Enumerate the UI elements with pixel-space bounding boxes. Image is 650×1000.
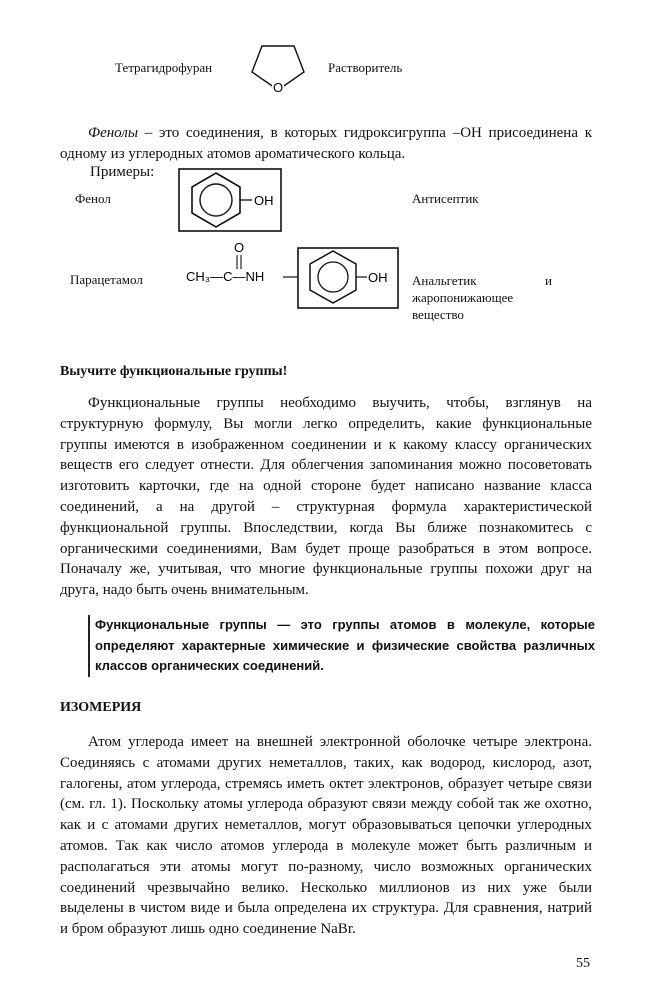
thf-name: Тетрагидрофуран	[115, 60, 213, 75]
examples-label: Примеры:	[90, 164, 155, 180]
paracetamol-carbonyl-o: O	[233, 240, 245, 255]
section1-paragraph: Функциональные группы необходимо выучить, чтобы, взглянув на структурную формулу, Вы могли легко определить, какие функциональные группы имеются в изображенном соединении и к какому классу органических веществ его следует отнести. Для облегчения запоминания можно посоветовать изготовить карточки, где на одной стороне будет написано название класса соединений, а на другой – структурная формула характеристической функциональной группы. Впоследствии, когда Вы ближе познакомитесь с органическими соединениями, Вам будет проще разобраться в этом вопросе. Поначалу же, учитывая, что многие функциональные группы похожи друг на друга, надо быть очень внимательным.	[60, 395, 592, 599]
phenols-definition	[60, 123, 592, 165]
thf-oxygen-label: O	[272, 80, 284, 95]
phenols-term: Фенолы	[88, 125, 138, 141]
phenol-name: Фенол	[75, 191, 111, 206]
paracetamol-formula-left: CH₃—C—NH	[186, 269, 265, 284]
section1-heading: Выучите функциональные группы!	[60, 364, 288, 379]
section2-paragraph: Атом углерода имеет на внешней электронной оболочке четыре электрона. Соединяясь с атомами других неметаллов, таких, как водород, кислород, азот, галогены, атом углерода, стремясь иметь октет электронов, образует четыре связи (см. гл. 1). Поскольку атомы углерода образуют связи между собой так же охотно, как и с атомами других неметаллов, могут образовываться цепочки углеродных атомов. Так как число атомов углерода в молекуле может быть различным и располагаться эти атомы могут по-разному, число возможных органических соединений чрезвычайно велико. Несколько миллионов из них уже были выделены в чистом виде и была определена их структура. Для сравнения, натрий и бром образуют лишь одно соединение NaBr.	[60, 734, 592, 938]
phenol-structure-icon	[178, 168, 282, 232]
paracetamol-name: Парацетамол	[70, 272, 143, 287]
section2-heading: ИЗОМЕРИЯ	[60, 700, 142, 715]
phenol-oh-label: OH	[254, 193, 274, 208]
phenol-use: Антисептик	[412, 191, 479, 206]
paracetamol-structure-icon	[186, 236, 400, 316]
phenols-definition-text: – это соединения, в которых гидроксигруппа –OH присоединена к одному из углеродных атомов ароматического кольца.	[60, 125, 592, 162]
thf-structure-icon	[250, 38, 310, 96]
functional-groups-callout: Функциональные группы — это группы атомов в молекуле, которые определяют характерные химические и физические свойства различных классов органических соединений.	[88, 615, 595, 677]
paracetamol-use: Анальгетик и жаропонижающее вещество	[412, 273, 552, 322]
paracetamol-oh-label: OH	[368, 270, 388, 285]
page-number: 55	[576, 956, 590, 971]
thf-use: Растворитель	[328, 60, 403, 75]
